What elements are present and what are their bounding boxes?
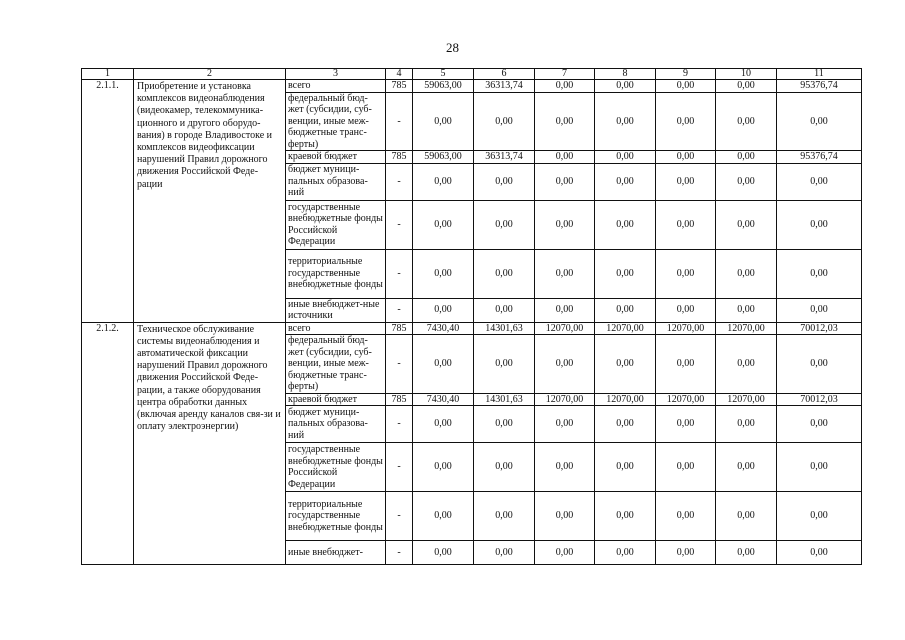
value-cell-c9: 0,00 (656, 200, 716, 249)
value-cell-c6: 0,00 (474, 92, 535, 151)
value-cell-c8: 0,00 (595, 80, 656, 93)
value-cell-c6: 0,00 (474, 406, 535, 443)
value-cell-c4: - (386, 249, 413, 298)
value-cell-c11: 0,00 (777, 406, 862, 443)
value-cell-c6: 36313,74 (474, 151, 535, 164)
value-cell-c5: 0,00 (413, 492, 474, 541)
value-cell-c5: 59063,00 (413, 80, 474, 93)
value-cell-c7: 0,00 (535, 492, 595, 541)
funding-source: всего (286, 80, 386, 93)
value-cell-c11: 0,00 (777, 443, 862, 492)
value-cell-c6: 0,00 (474, 200, 535, 249)
column-header: 3 (286, 69, 386, 80)
value-cell-c9: 0,00 (656, 92, 716, 151)
value-cell-c5: 0,00 (413, 443, 474, 492)
section-2-1-1 (82, 80, 862, 323)
value-cell-c5: 0,00 (413, 406, 474, 443)
table-row (82, 80, 862, 93)
value-cell-c7: 0,00 (535, 249, 595, 298)
value-cell-c6: 0,00 (474, 443, 535, 492)
value-cell-c4: - (386, 492, 413, 541)
value-cell-c9: 0,00 (656, 541, 716, 565)
value-cell-c5: 0,00 (413, 335, 474, 394)
value-cell-c5: 0,00 (413, 163, 474, 200)
funding-source: иные внебюджет- (286, 541, 386, 565)
value-cell-c7: 0,00 (535, 200, 595, 249)
value-cell-c6: 0,00 (474, 492, 535, 541)
value-cell-c8: 0,00 (595, 443, 656, 492)
value-cell-c11: 0,00 (777, 541, 862, 565)
value-cell-c4: - (386, 541, 413, 565)
value-cell-c7: 0,00 (535, 163, 595, 200)
funding-source: бюджет муници-пальных образова-ний (286, 163, 386, 200)
value-cell-c5: 7430,40 (413, 322, 474, 335)
value-cell-c5: 0,00 (413, 200, 474, 249)
section-2-1-2 (82, 322, 862, 565)
value-cell-c4: - (386, 200, 413, 249)
value-cell-c11: 0,00 (777, 335, 862, 394)
value-cell-c10: 0,00 (716, 492, 777, 541)
value-cell-c8: 0,00 (595, 406, 656, 443)
section-code: 2.1.2. (82, 322, 134, 565)
value-cell-c8: 0,00 (595, 200, 656, 249)
value-cell-c4: 785 (386, 151, 413, 164)
section-code: 2.1.1. (82, 80, 134, 323)
value-cell-c8: 12070,00 (595, 322, 656, 335)
value-cell-c7: 0,00 (535, 92, 595, 151)
value-cell-c6: 0,00 (474, 163, 535, 200)
value-cell-c8: 0,00 (595, 92, 656, 151)
column-header: 4 (386, 69, 413, 80)
column-header: 2 (134, 69, 286, 80)
value-cell-c9: 0,00 (656, 163, 716, 200)
value-cell-c10: 0,00 (716, 200, 777, 249)
value-cell-c7: 0,00 (535, 406, 595, 443)
value-cell-c5: 59063,00 (413, 151, 474, 164)
value-cell-c8: 0,00 (595, 541, 656, 565)
value-cell-c7: 0,00 (535, 443, 595, 492)
value-cell-c4: - (386, 163, 413, 200)
value-cell-c8: 0,00 (595, 151, 656, 164)
column-header: 5 (413, 69, 474, 80)
value-cell-c11: 70012,03 (777, 322, 862, 335)
value-cell-c10: 12070,00 (716, 322, 777, 335)
funding-source: федеральный бюд-жет (субсидии, суб-венции, иные меж-бюджетные транс-ферты) (286, 335, 386, 394)
funding-source: всего (286, 322, 386, 335)
value-cell-c7: 0,00 (535, 151, 595, 164)
value-cell-c8: 0,00 (595, 298, 656, 322)
value-cell-c4: 785 (386, 393, 413, 406)
value-cell-c5: 0,00 (413, 541, 474, 565)
value-cell-c10: 0,00 (716, 80, 777, 93)
value-cell-c5: 7430,40 (413, 393, 474, 406)
funding-source: иные внебюджет-ные источники (286, 298, 386, 322)
section-name: Техническое обслуживание системы видеонаблюдения и автоматической фиксации нарушений Правил дорожного движения Российской Феде-рации, а также оборудования центра обработки данных (включая аренду каналов свя-зи и оплату электроэнергии) (134, 322, 286, 565)
value-cell-c7: 0,00 (535, 298, 595, 322)
value-cell-c10: 0,00 (716, 151, 777, 164)
table-row (82, 322, 862, 335)
value-cell-c7: 12070,00 (535, 393, 595, 406)
value-cell-c9: 12070,00 (656, 322, 716, 335)
value-cell-c9: 0,00 (656, 249, 716, 298)
value-cell-c7: 0,00 (535, 80, 595, 93)
value-cell-c5: 0,00 (413, 249, 474, 298)
value-cell-c10: 12070,00 (716, 393, 777, 406)
value-cell-c4: 785 (386, 80, 413, 93)
value-cell-c8: 0,00 (595, 249, 656, 298)
column-header: 7 (535, 69, 595, 80)
value-cell-c9: 0,00 (656, 443, 716, 492)
value-cell-c4: 785 (386, 322, 413, 335)
value-cell-c7: 0,00 (535, 335, 595, 394)
value-cell-c4: - (386, 335, 413, 394)
value-cell-c7: 12070,00 (535, 322, 595, 335)
value-cell-c5: 0,00 (413, 298, 474, 322)
value-cell-c5: 0,00 (413, 92, 474, 151)
value-cell-c9: 0,00 (656, 406, 716, 443)
funding-source: краевой бюджет (286, 393, 386, 406)
value-cell-c11: 0,00 (777, 492, 862, 541)
value-cell-c11: 95376,74 (777, 151, 862, 164)
value-cell-c4: - (386, 406, 413, 443)
column-header: 9 (656, 69, 716, 80)
value-cell-c10: 0,00 (716, 298, 777, 322)
funding-source: территориальные государственные внебюджетные фонды (286, 249, 386, 298)
value-cell-c10: 0,00 (716, 443, 777, 492)
column-header: 10 (716, 69, 777, 80)
funding-source: краевой бюджет (286, 151, 386, 164)
value-cell-c9: 0,00 (656, 335, 716, 394)
value-cell-c10: 0,00 (716, 92, 777, 151)
value-cell-c11: 0,00 (777, 249, 862, 298)
funding-source: бюджет муници-пальных образова-ний (286, 406, 386, 443)
page-number: 28 (446, 40, 459, 55)
column-number-row (82, 69, 862, 80)
value-cell-c6: 14301,63 (474, 322, 535, 335)
value-cell-c8: 12070,00 (595, 393, 656, 406)
value-cell-c4: - (386, 443, 413, 492)
value-cell-c8: 0,00 (595, 492, 656, 541)
value-cell-c4: - (386, 298, 413, 322)
funding-source: государственные внебюджетные фонды Российской Федерации (286, 200, 386, 249)
value-cell-c9: 12070,00 (656, 393, 716, 406)
budget-table (81, 68, 862, 565)
value-cell-c11: 0,00 (777, 92, 862, 151)
column-header: 8 (595, 69, 656, 80)
value-cell-c6: 0,00 (474, 541, 535, 565)
value-cell-c10: 0,00 (716, 406, 777, 443)
value-cell-c9: 0,00 (656, 298, 716, 322)
value-cell-c11: 95376,74 (777, 80, 862, 93)
value-cell-c11: 0,00 (777, 200, 862, 249)
value-cell-c10: 0,00 (716, 335, 777, 394)
value-cell-c10: 0,00 (716, 163, 777, 200)
value-cell-c6: 14301,63 (474, 393, 535, 406)
value-cell-c11: 70012,03 (777, 393, 862, 406)
column-header: 11 (777, 69, 862, 80)
section-name: Приобретение и установка комплексов видеонаблюдения (видеокамер, телекоммуника-ционного и другого оборудо-вания) в городе Владивостоке и комплексов видеофиксации нарушений Правил дорожного движения Российской Феде-рации (134, 80, 286, 323)
value-cell-c8: 0,00 (595, 335, 656, 394)
funding-source: территориальные государственные внебюджетные фонды (286, 492, 386, 541)
column-header: 1 (82, 69, 134, 80)
value-cell-c4: - (386, 92, 413, 151)
value-cell-c9: 0,00 (656, 492, 716, 541)
value-cell-c9: 0,00 (656, 151, 716, 164)
funding-source: федеральный бюд-жет (субсидии, суб-венции, иные меж-бюджетные транс-ферты) (286, 92, 386, 151)
value-cell-c6: 0,00 (474, 335, 535, 394)
value-cell-c10: 0,00 (716, 249, 777, 298)
value-cell-c7: 0,00 (535, 541, 595, 565)
value-cell-c10: 0,00 (716, 541, 777, 565)
value-cell-c9: 0,00 (656, 80, 716, 93)
value-cell-c11: 0,00 (777, 298, 862, 322)
value-cell-c6: 0,00 (474, 249, 535, 298)
value-cell-c6: 36313,74 (474, 80, 535, 93)
value-cell-c11: 0,00 (777, 163, 862, 200)
value-cell-c6: 0,00 (474, 298, 535, 322)
value-cell-c8: 0,00 (595, 163, 656, 200)
column-header: 6 (474, 69, 535, 80)
funding-source: государственные внебюджетные фонды Российской Федерации (286, 443, 386, 492)
